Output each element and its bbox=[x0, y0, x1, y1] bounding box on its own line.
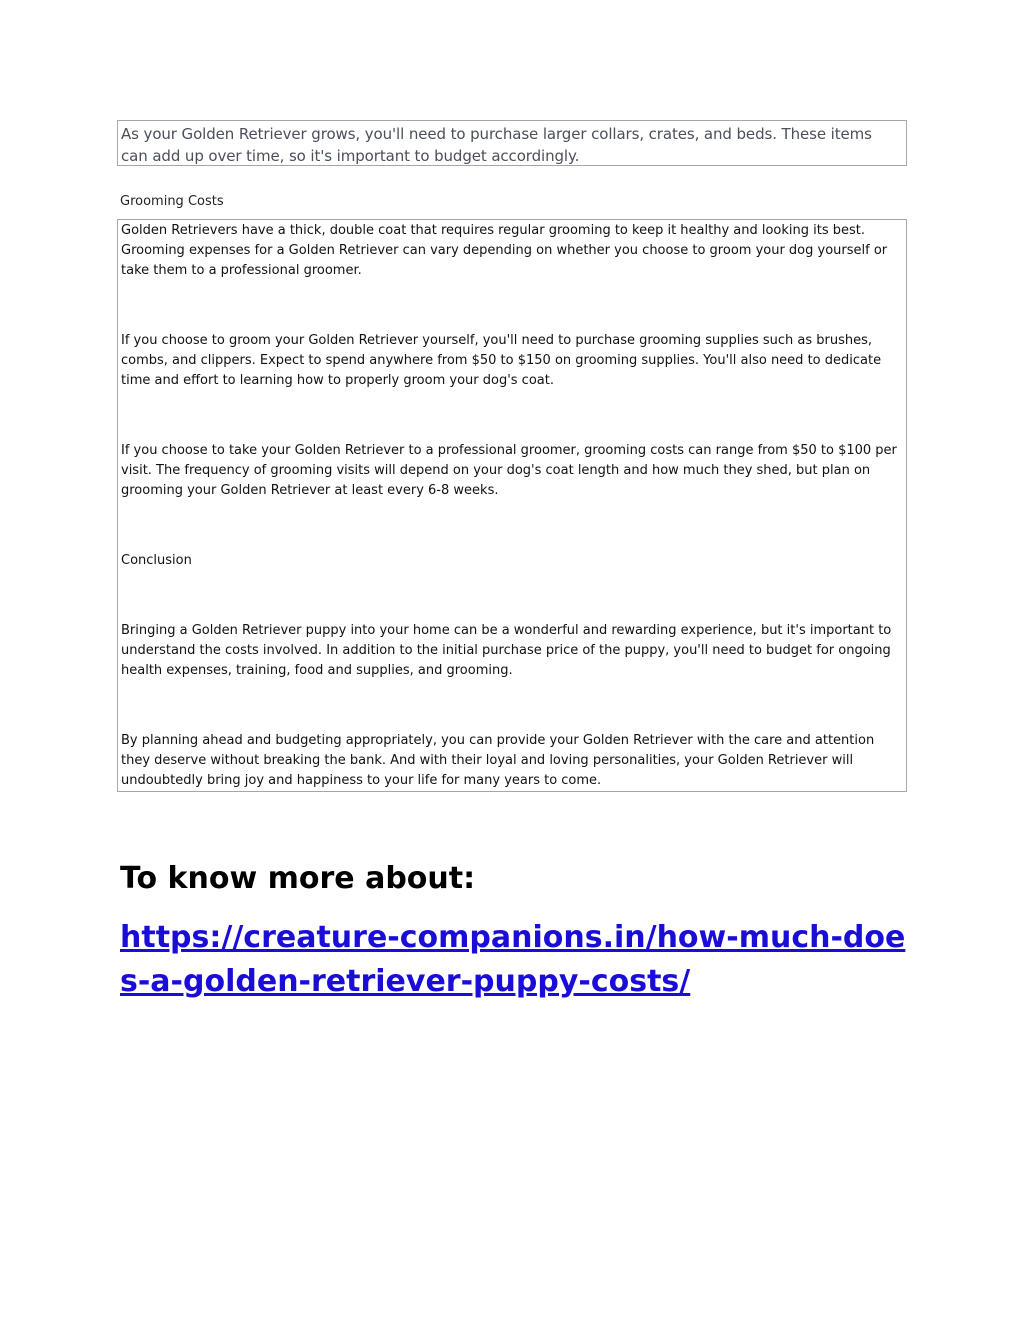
paragraph-conclusion-summary: Bringing a Golden Retriever puppy into your home can be a wonderful and rewarding experience, but it's important to understand the costs involved. In addition to the initial purchase price of the puppy, you'll need to budget for ongoing health expenses, training, food and supplies, and grooming. bbox=[121, 623, 892, 678]
paragraph-closing: By planning ahead and budgeting appropriately, you can provide your Golden Retriever with the care and attention they deserve without breaking the bank. And with their loyal and loving personalities, your Golden Retriever will undoubtedly bring joy and happiness to your life for many years to come. bbox=[121, 733, 875, 788]
paragraph-professional-grooming: If you choose to take your Golden Retriever to a professional groomer, grooming costs can range from $50 to $100 per visit. The frequency of grooming visits will depend on your dog's coat length and how much they shed, but plan on grooming your Golden Retriever at least every 6-8 weeks. bbox=[121, 443, 897, 498]
intro-paragraph: As your Golden Retriever grows, you'll need to purchase larger collars, crates, and beds. These items can add up over time, so it's important to budget accordingly. bbox=[121, 125, 872, 165]
paragraph-diy-grooming: If you choose to groom your Golden Retriever yourself, you'll need to purchase grooming supplies such as brushes, combs, and clippers. Expect to spend anywhere from $50 to $150 on grooming supplies. You'll also need to dedicate time and effort to learning how to properly groom your dog's coat. bbox=[121, 333, 882, 388]
source-article-link[interactable]: https://creature-companions.in/how-much-does-a-golden-retriever-puppy-costs/ bbox=[120, 920, 906, 999]
intro-text-box bbox=[117, 120, 907, 166]
grooming-costs-heading: Grooming Costs bbox=[120, 194, 224, 209]
conclusion-heading: Conclusion bbox=[121, 553, 192, 568]
know-more-heading: To know more about: bbox=[120, 861, 476, 896]
paragraph-coat-overview: Golden Retrievers have a thick, double coat that requires regular grooming to keep it healthy and looking its best. Grooming expenses for a Golden Retriever can vary depending on whether you choose to groom your dog yourself or take them to a professional groomer. bbox=[121, 223, 888, 278]
grooming-text-box bbox=[117, 219, 907, 792]
